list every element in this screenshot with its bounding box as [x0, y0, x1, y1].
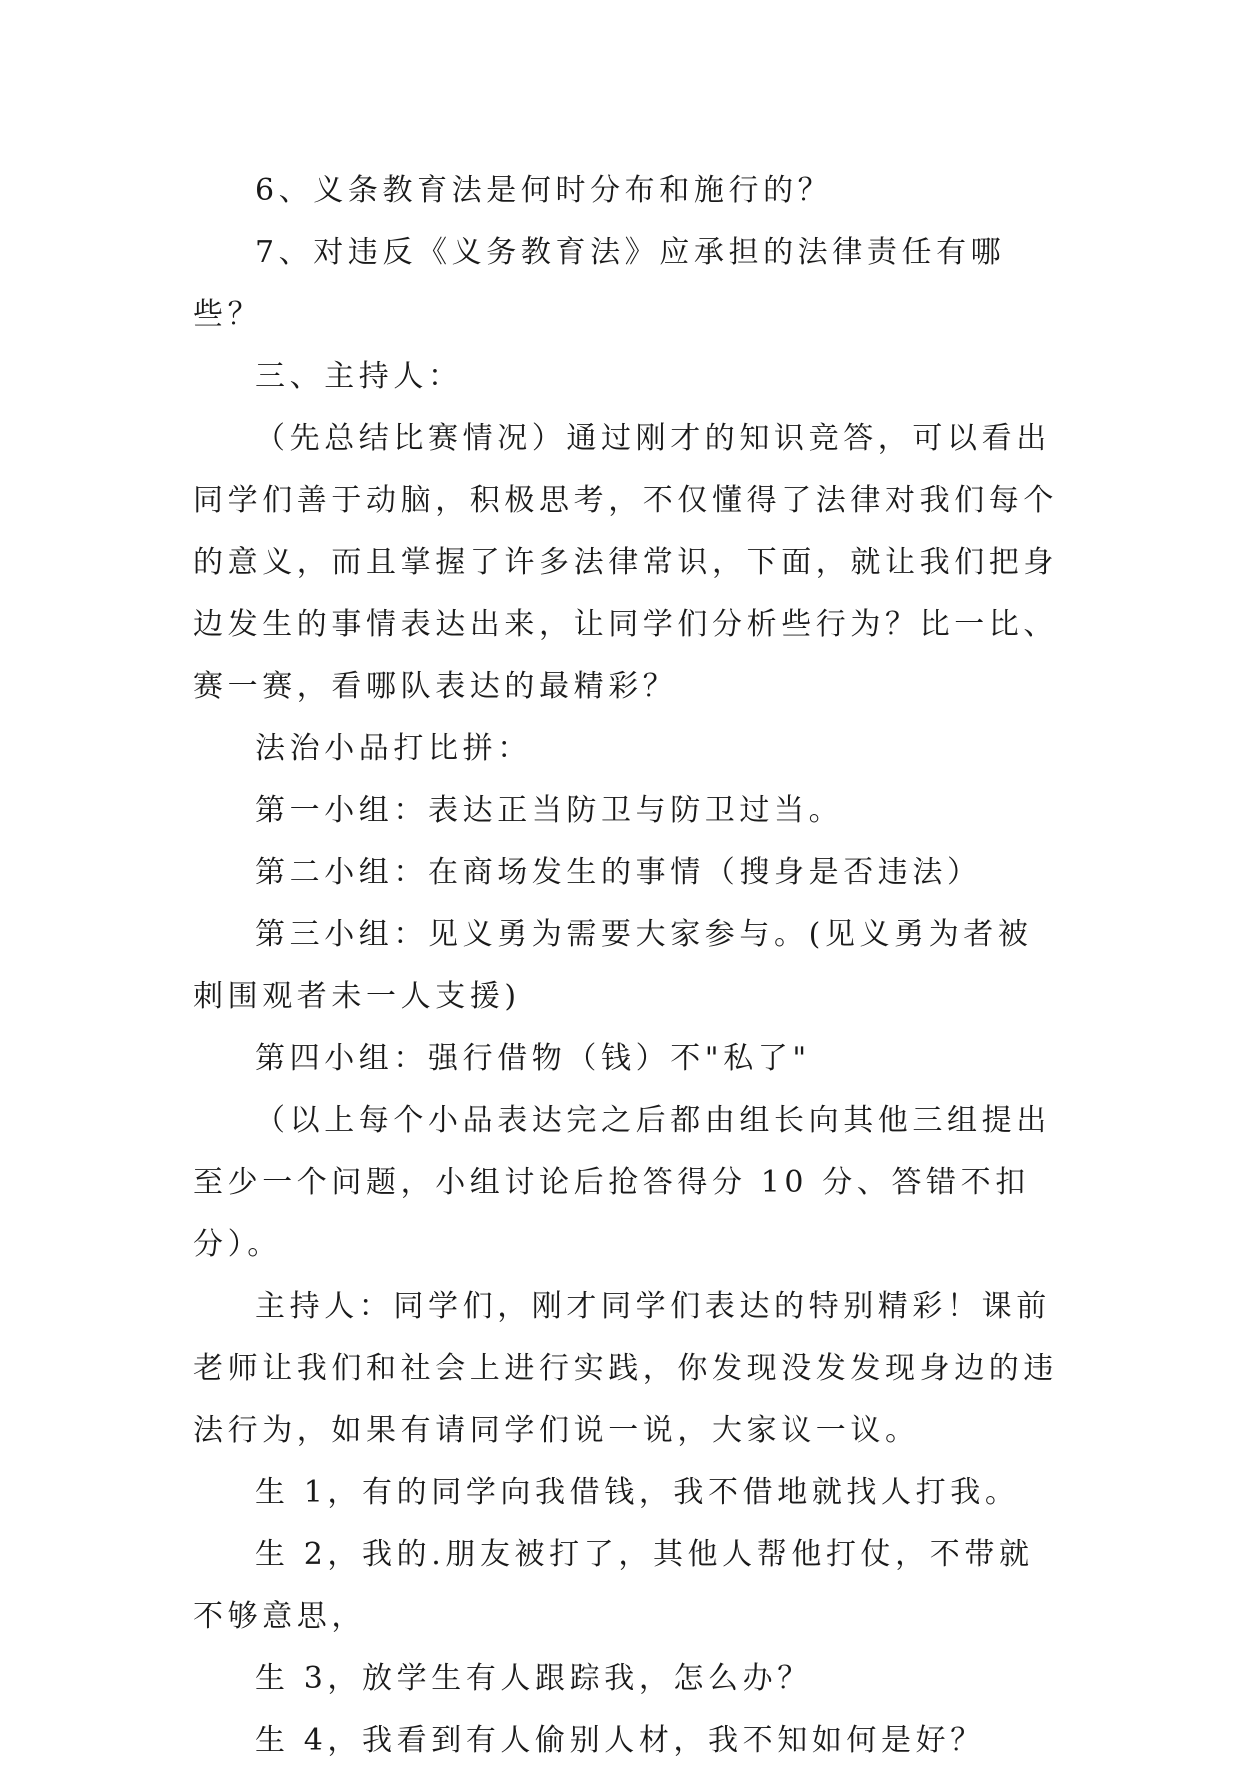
section-heading-host: 三、主持人： — [255, 359, 463, 394]
document-body — [193, 160, 1063, 1772]
student-2-line: 生 2，我的.朋友被打了，其他人帮他打仗，不带就不够意思， — [193, 1537, 1034, 1634]
student-4-line: 生 4，我看到有人偷别人材，我不知如何是好？ — [255, 1723, 985, 1758]
group-2-item: 第二小组：在商场发生的事情（搜身是否违法） — [255, 855, 982, 890]
group-4-item: 第四小组：强行借物（钱）不"私了" — [255, 1041, 811, 1076]
group-3-item: 第三小组：见义勇为需要大家参与。(见义勇为者被刺围观者未一人支援) — [193, 917, 1033, 1014]
student-3-line: 生 3，放学生有人跟踪我，怎么办？ — [255, 1661, 812, 1696]
question-6: 6、义条教育法是何时分布和施行的？ — [255, 173, 833, 208]
skit-competition-heading: 法治小品打比拼： — [255, 731, 532, 766]
student-1-line: 生 1，有的同学向我借钱，我不借地就找人打我。 — [255, 1475, 1020, 1510]
host-summary-paragraph: （先总结比赛情况）通过刚才的知识竞答，可以看出同学们善于动脑，积极思考，不仅懂得了法律对我们每个的意义，而且掌握了许多法律常识，下面，就让我们把身边发生的事情表达出来，让同学们分析些行为？比一比、赛一赛，看哪队表达的最精彩？ — [193, 421, 1058, 704]
host-prompt-paragraph: 主持人：同学们，刚才同学们表达的特别精彩！课前老师让我们和社会上进行实践，你发现没发发现身边的违法行为，如果有请同学们说一说，大家议一议。 — [193, 1289, 1058, 1448]
group-1-item: 第一小组：表达正当防卫与防卫过当。 — [255, 793, 844, 828]
scoring-note-paragraph: （以上每个小品表达完之后都由组长向其他三组提出至少一个问题，小组讨论后抢答得分 10 分、答错不扣分）。 — [193, 1103, 1051, 1262]
question-7: 7、对违反《义务教育法》应承担的法律责任有哪些？ — [193, 235, 1006, 332]
